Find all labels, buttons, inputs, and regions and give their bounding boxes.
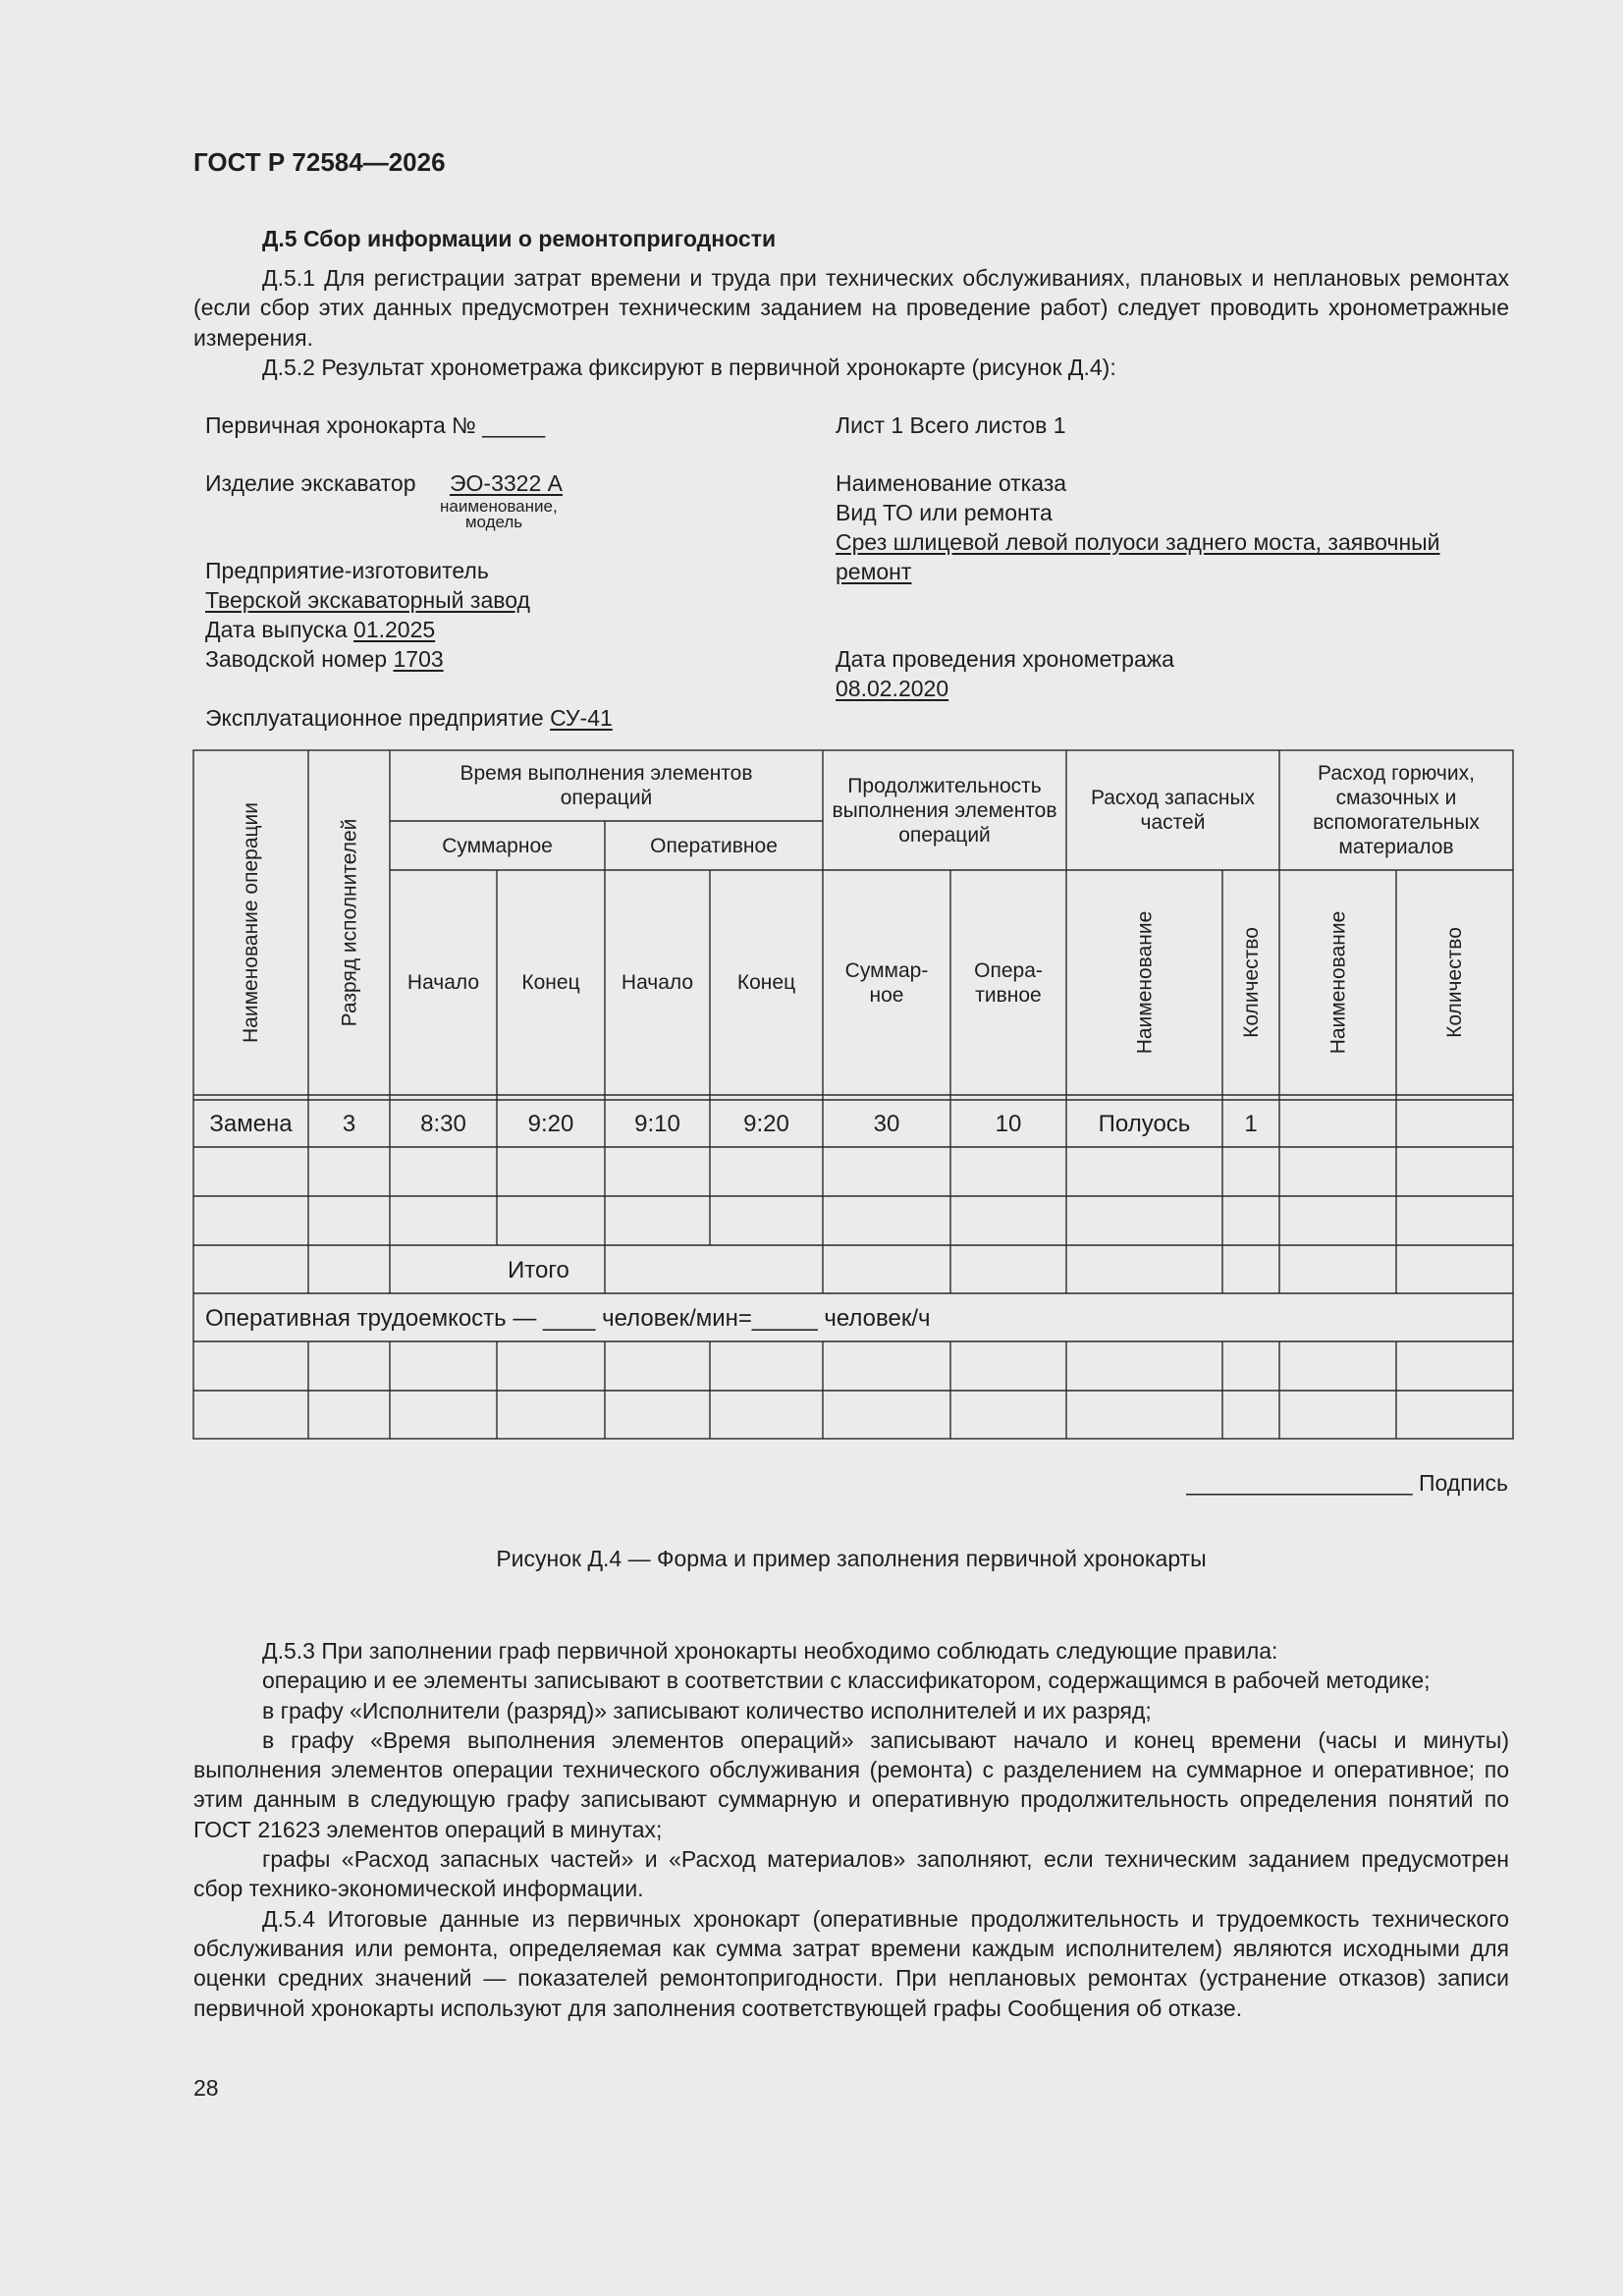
product-caption: наименование, модель	[440, 497, 558, 531]
table-cell: 1	[1244, 1110, 1258, 1137]
release-label: Дата выпуска	[205, 617, 348, 642]
table-cell: 10	[995, 1110, 1022, 1137]
rule-item: в графу «Время выполнения элементов операций» записывают начало и конец времени (часы и минуты) выполнения элементов операции технического обслуживания (ремонта) с разделением на суммарное и оперативное; по этим данным в следующую графу записывают суммарную и оперативную продолжительность определения понятий по ГОСТ 21623 элементов операций в минутах;	[193, 1726, 1509, 1842]
failure-value: Срез шлицевой левой полуоси заднего моста, заявочный ремонт	[836, 529, 1440, 584]
header-materials-name: Наименование	[1326, 910, 1350, 1055]
rule-item: в графу «Исполнители (разряд)» записывают количество исполнителей и их разряд;	[262, 1697, 1152, 1723]
release-date	[205, 615, 435, 644]
table-cell: 9:20	[527, 1110, 574, 1137]
manufacturer-value: Тверской экскаваторный завод	[205, 587, 530, 613]
header-time-sum: Суммарное	[442, 834, 553, 857]
header-rank: Разряд исполнителей	[338, 818, 360, 1027]
labor-intensity-row: Оперативная трудоемкость — ____ человек/мин=_____ человек/ч	[205, 1305, 931, 1332]
header-materials-qty: Количество	[1443, 927, 1466, 1038]
paragraph-d52: Д.5.2 Результат хронометража фиксируют в первичной хронокарте (рисунок Д.4):	[262, 354, 1116, 380]
header-dur-oper: Опера-тивное	[974, 958, 1043, 1007]
serial-number	[205, 644, 444, 674]
header-operation-name: Наименование операции	[240, 802, 262, 1043]
header-duration: Продолжительность выполнения элементов операций	[832, 774, 1057, 847]
rules-text	[193, 1636, 1509, 2023]
table-cell: Замена	[209, 1110, 293, 1137]
header-time: Время выполнения элементов операций	[460, 762, 753, 809]
header-sum-start: Начало	[406, 971, 480, 994]
serial-value: 1703	[393, 646, 444, 672]
table-cell: 9:20	[743, 1110, 789, 1137]
serial-label: Заводской номер	[205, 646, 388, 672]
header-sum-end: Конец	[521, 971, 580, 994]
manufacturer-label: Предприятие-изготовитель	[205, 558, 489, 583]
operator-value: СУ-41	[550, 705, 613, 731]
header-parts: Расход запасных частей	[1090, 787, 1256, 834]
release-value: 01.2025	[353, 617, 436, 642]
table-cell	[1396, 1100, 1513, 1147]
date-value: 08.02.2020	[836, 676, 949, 701]
header-oper-start: Начало	[621, 971, 694, 994]
paragraph-d51: Д.5.1 Для регистрации затрат времени и труда при технических обслуживаниях, плановых и неплановых ремонтах (если сбор этих данных предусмотрен техническим заданием на проведение работ) следует проводить хронометражные измерения.	[193, 265, 1509, 351]
figure-caption: Рисунок Д.4 — Форма и пример заполнения первичной хронокарты	[496, 1546, 1207, 1571]
sheet-count: Лист 1 Всего листов 1	[836, 412, 1066, 438]
header-parts-qty: Количество	[1239, 927, 1263, 1038]
operator-label: Эксплуатационное предприятие	[205, 705, 544, 731]
signature-line: __________________ Подпись	[1186, 1470, 1508, 1496]
table-cell: 3	[342, 1110, 356, 1137]
page-number: 28	[193, 2075, 219, 2101]
header-materials: Расход горючих, смазочных и вспомогательных материалов	[1313, 762, 1480, 858]
rule-item: операцию и ее элементы записывают в соответствии с классификатором, содержащимся в рабочей методике;	[262, 1667, 1431, 1694]
table-cell: Полуось	[1098, 1110, 1191, 1137]
document-id: ГОСТ Р 72584—2026	[193, 147, 446, 177]
header-dur-sum: Суммар-ное	[844, 958, 929, 1007]
product-label: Изделие экскаватор	[205, 470, 416, 496]
table-cell	[1279, 1100, 1396, 1147]
paragraph-d53: Д.5.3 При заполнении граф первичной хронокарты необходимо соблюдать следующие правила:	[262, 1638, 1278, 1664]
failure-label: Наименование отказа	[836, 470, 1067, 496]
table-cell: 8:30	[420, 1110, 466, 1137]
operator-enterprise	[205, 703, 613, 733]
table-cell: 9:10	[634, 1110, 680, 1137]
header-time-oper: Оперативное	[650, 834, 778, 857]
rule-item: графы «Расход запасных частей» и «Расход материалов» заполняют, если техническим заданием предусмотрен сбор технико-экономической информации.	[193, 1846, 1509, 1902]
paragraph-d54: Д.5.4 Итоговые данные из первичных хронокарт (оперативные продолжительность и трудоемкость технического обслуживания или ремонта, определяемая как сумма затрат времени каждым исполнителем) являются исходными для оценки средних значений — показателей ремонтопригодности. При неплановых ремонтах (устранение отказов) записи первичной хронокарты используют для заполнения соответствующей графы Сообщения об отказе.	[193, 1905, 1509, 2021]
repair-type-label: Вид ТО или ремонта	[836, 500, 1053, 525]
card-number: Первичная хронокарта № _____	[205, 412, 546, 438]
table-cell: 30	[873, 1110, 900, 1137]
section-title: Д.5 Сбор информации о ремонтопригодности	[262, 226, 777, 251]
date-label: Дата проведения хронометража	[836, 646, 1174, 672]
total-label: Итого	[508, 1257, 569, 1284]
intro-text	[193, 263, 1509, 382]
header-parts-name: Наименование	[1132, 910, 1156, 1055]
product-value: ЭО-3322 А	[450, 470, 563, 496]
header-oper-end: Конец	[736, 971, 796, 994]
